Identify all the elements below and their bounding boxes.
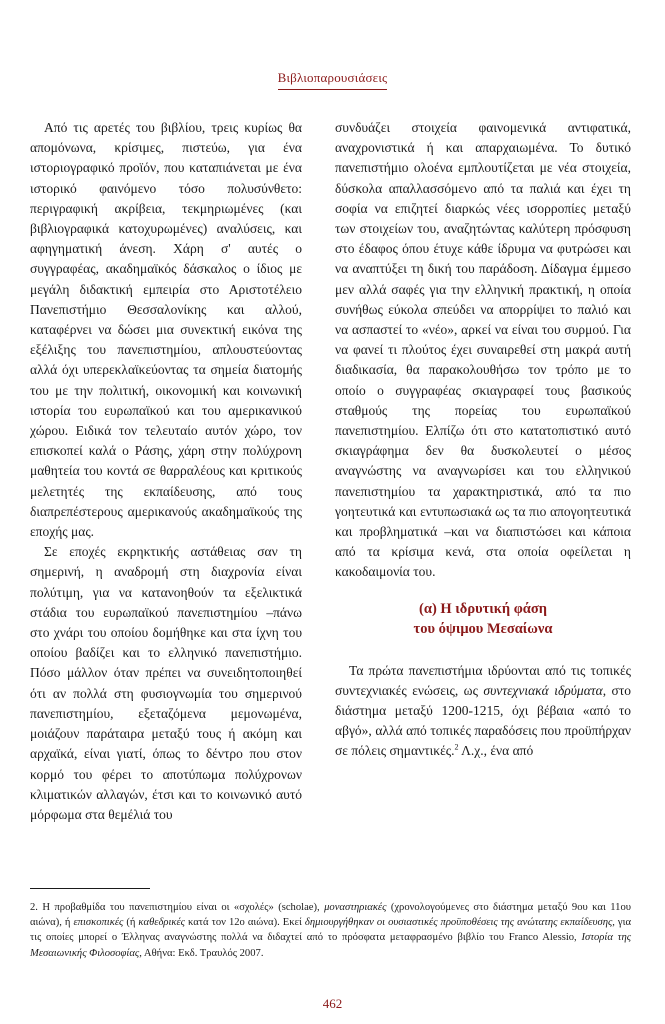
footnote-ref[interactable]: 2 [454, 742, 459, 752]
left-column [30, 118, 302, 825]
footnote-divider [30, 888, 150, 889]
running-title: Βιβλιοπαρουσιάσεις [278, 70, 388, 90]
emphasis: δημιουργήθηκαν οι ουσιαστικές προϋποθέσεις της ανώτατης εκπαίδευσης [304, 917, 613, 929]
paragraph [335, 661, 631, 762]
emphasis: συντεχνιακά ιδρύματα [483, 682, 603, 698]
page-number: 462 [322, 996, 343, 1011]
text-run: , στο διάστημα μεταξύ 1200-1215, όχι βέβαια «από το αβγό», αλλά από τοπικές παραδόσεις που προϋπήρχαν σε πόλεις σημαντικές. [335, 682, 632, 759]
section-heading-line1: (α) Η ιδρυτική φάση [419, 600, 547, 617]
emphasis: καθεδρικές [138, 917, 185, 929]
emphasis: Ιστορία της Μεσαιωνικής Φιλοσοφίας [30, 932, 631, 959]
emphasis: επισκοπικές [73, 917, 124, 929]
footnote [30, 900, 631, 961]
section-heading [335, 599, 631, 639]
text-run: Λ.χ., ένα από [458, 743, 534, 759]
emphasis: μοναστηριακές [324, 902, 387, 913]
text-run: 2. Η προβαθμίδα του πανεπιστημίου είναι οι «σχολές» (scholae), [30, 902, 325, 913]
right-column [335, 118, 631, 762]
text-run: , για τις οποίες μπορεί ο Έλληνας αναγνώστης πολλά να διδαχτεί από το πρόσφατα μεταφρασμένο βιβλίο του Franco Alessio, [30, 917, 631, 944]
text-run: , Αθήνα: Εκδ. Τραυλός 2007. [139, 947, 264, 959]
paragraph: Από τις αρετές του βιβλίου, τρεις κυρίως θα απομόνωνα, κρίσιμες, πιστεύω, για ένα ιστοριογραφικό προϊόν, που καταπιάνεται με ένα ιστορικό φαινόμενο τόσο πολυσύνθετο: περιγραφική ακρίβεια, τεκμηριωμένες (και βιβλιογραφικά κατοχυρωμένες) αναλύσεις, και αφηγηματική άνεση. Χάρη σ' αυτές ο συγγραφέας, ακαδημαϊκός δάσκαλος ο ίδιος με μεγάλη διδακτική εμπειρία στο Αριστοτέλειο Πανεπιστήμιο Θεσσαλονίκης και αλλού, καταφέρνει να δώσει μια συνεκτική εικόνα της εξέλιξης του πανεπιστημίου, απλουστεύοντας αλλά όχι υπερεκλαϊκεύοντας τα σημεία διατομής του με την πολιτική, οικονομική και κοινωνική ιστορία του ευρωπαϊκού και του αμερικανικού χώρου. Ειδικά τον τελευταίο αυτόν χώρο, τον επισκοπεί καλά ο Ράσης, χάρη στην πολύχρονη μαθητεία του κοντά σε θαρραλέους και κριτικούς μελετητές της εκπαίδευσης, από τους διαπρεπέστερους αμερικανούς ακαδημαϊκούς της εποχής μας. [30, 120, 302, 540]
paragraph-continued: συνδυάζει στοιχεία φαινομενικά αντιφατικά, αναχρονιστικά ή και απαρχαιωμένα. Το δυτικό πανεπιστήμιο ολοένα εμπλουτίζεται με νέα στοιχεία, δύσκολα απαλλασσόμενο από τα παλιά και έχει τη σοφία να επιζητεί διαρκώς νέες ισορροπίες μεταξύ των στοιχείων του, αναζητώντας καλύτερη πρόσφυση στο έδαφος όπου έτυχε κάθε ίδρυμα να φυτρώσει και να αναπτύξει τη δική του παράδοση. Δίδαγμα έμμεσο μεν αλλά σαφές για την ελληνική πρακτική, η οποία συνήθως εύκολα σπεύδει να απορρίψει το παλιό και να ασπαστεί το «νέο», αρκεί να είναι του συρμού. Για να φανεί τι πλούτος έχει συναιρεθεί στη μακρά αυτή διαδικασία, θα παρακολουθήσω τον τρόπο με το οποίο ο συγγραφέας σκιαγραφεί τους βασικούς σταθμούς της πορείας του ευρωπαϊκού πανεπιστημίου. Ελπίζω ότι στο κατατοπιστικό αυτό σκιαγράφημα δεν θα δυσκολευτεί ο μέσος αναγνώστης να αναγνωρίσει και του ελληνικού πανεπιστημίου τα χαρακτηριστικά, από τα πιο γοητευτικά και εντυπωσιακά ως τα πιο απογοητευτικά και προβληματικά –και να διαπιστώσει και κάποια από τα κρίσιμα κενά, στα οποία οφείλεται η κακοδαιμονία του. [335, 120, 631, 580]
section-heading-line2: του όψιμου Μεσαίωνα [413, 620, 553, 637]
text-run: (χρονολογούμενες στο διάστημα μεταξύ 9ου και 11ου αιώνα), ή [30, 902, 631, 929]
footnote-text [30, 900, 631, 961]
text-run: (ή [123, 917, 139, 929]
running-header [0, 70, 665, 90]
paragraph: Σε εποχές εκρηκτικής αστάθειας σαν τη σημερινή, η αναδρομή στη διαχρονία είναι πολύτιμη, για να κατανοηθούν τα εξελικτικά στάδια του ευρωπαϊκού πανεπιστημίου –πάνω στο χνάρι του οποίου δομήθηκε και στα ίχνη του οποίου βαδίζει και το ελληνικό πανεπιστήμιο. Πόσο μάλλον όταν πρέπει να συνειδητοποιηθεί ότι αν πολλά στη φυσιογνωμία του σημερινού πανεπιστημίου, εξεταζόμενα μεμονωμένα, μοιάζουν παράταιρα μεταξύ τους ή ακόμη και αρχαϊκά, είναι γιατί, όπως το δέντρο που στον κορμό του φέρει το αποτύπωμα πολύχρονων κλιματικών αλλαγών, έτσι και το κοινωνικό αυτό μόρφωμα στα θεμέλιά του [30, 544, 302, 822]
text-run: Τα πρώτα πανεπιστήμια ιδρύονται από τις τοπικές συντεχνιακές ενώσεις, ως [335, 662, 631, 698]
text-run: κατά τον 12ο αιώνα). Εκεί [184, 917, 305, 929]
